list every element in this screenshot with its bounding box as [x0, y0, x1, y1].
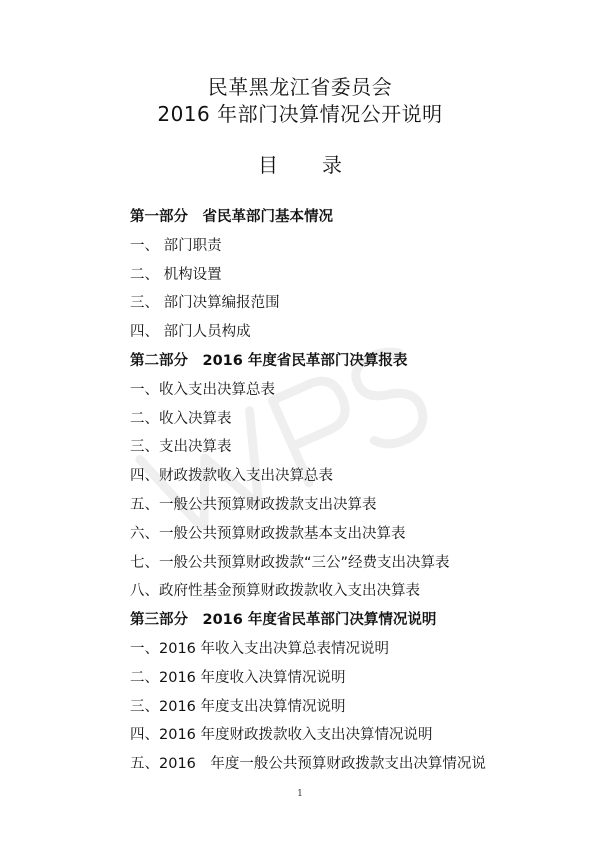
toc-heading-left: 目 — [258, 153, 278, 177]
toc-entry: 五、一般公共预算财政拨款支出决算表 — [130, 496, 377, 513]
toc-entry: 三、2016 年度支出决算情况说明 — [130, 698, 346, 715]
document-title-line1: 民革黑龙江省委员会 — [207, 75, 393, 99]
page-number: 1 — [297, 789, 303, 799]
toc-entry: 七、一般公共预算财政拨款“三公”经费支出决算表 — [130, 554, 450, 571]
toc-entry: 二、 机构设置 — [130, 266, 222, 283]
toc-part-heading: 第一部分 省民革部门基本情况 — [130, 209, 333, 225]
toc-entry: 八、政府性基金预算财政拨款收入支出决算表 — [130, 583, 420, 600]
toc-entry: 四、2016 年度财政拨款收入支出决算情况说明 — [130, 727, 433, 744]
toc-entry: 一、收入支出决算总表 — [130, 381, 275, 398]
toc-entry: 五、2016 年度一般公共预算财政拨款支出决算情况说 — [130, 756, 486, 773]
toc-entry: 二、收入决算表 — [130, 410, 232, 427]
toc-part-heading: 第二部分 2016 年度省民革部门决算报表 — [130, 352, 408, 369]
toc-heading-right: 录 — [322, 153, 342, 177]
toc-entry: 三、支出决算表 — [130, 439, 232, 456]
document-title-line2: 2016 年部门决算情况公开说明 — [157, 102, 443, 126]
toc-entry: 四、 部门人员构成 — [130, 324, 251, 341]
toc-heading — [0, 152, 600, 178]
toc-entry: 四、财政拨款收入支出决算总表 — [130, 468, 333, 485]
toc-entry: 二、2016 年度收入决算情况说明 — [130, 669, 346, 686]
toc-entry: 一、 部门职责 — [130, 237, 222, 254]
toc-entry: 三、 部门决算编报范围 — [130, 295, 280, 312]
toc-entry: 六、一般公共预算财政拨款基本支出决算表 — [130, 525, 406, 542]
toc-entry: 一、2016 年收入支出决算总表情况说明 — [130, 640, 390, 657]
toc-list — [130, 203, 550, 779]
toc-part-heading: 第三部分 2016 年度省民革部门决算情况说明 — [130, 612, 437, 629]
